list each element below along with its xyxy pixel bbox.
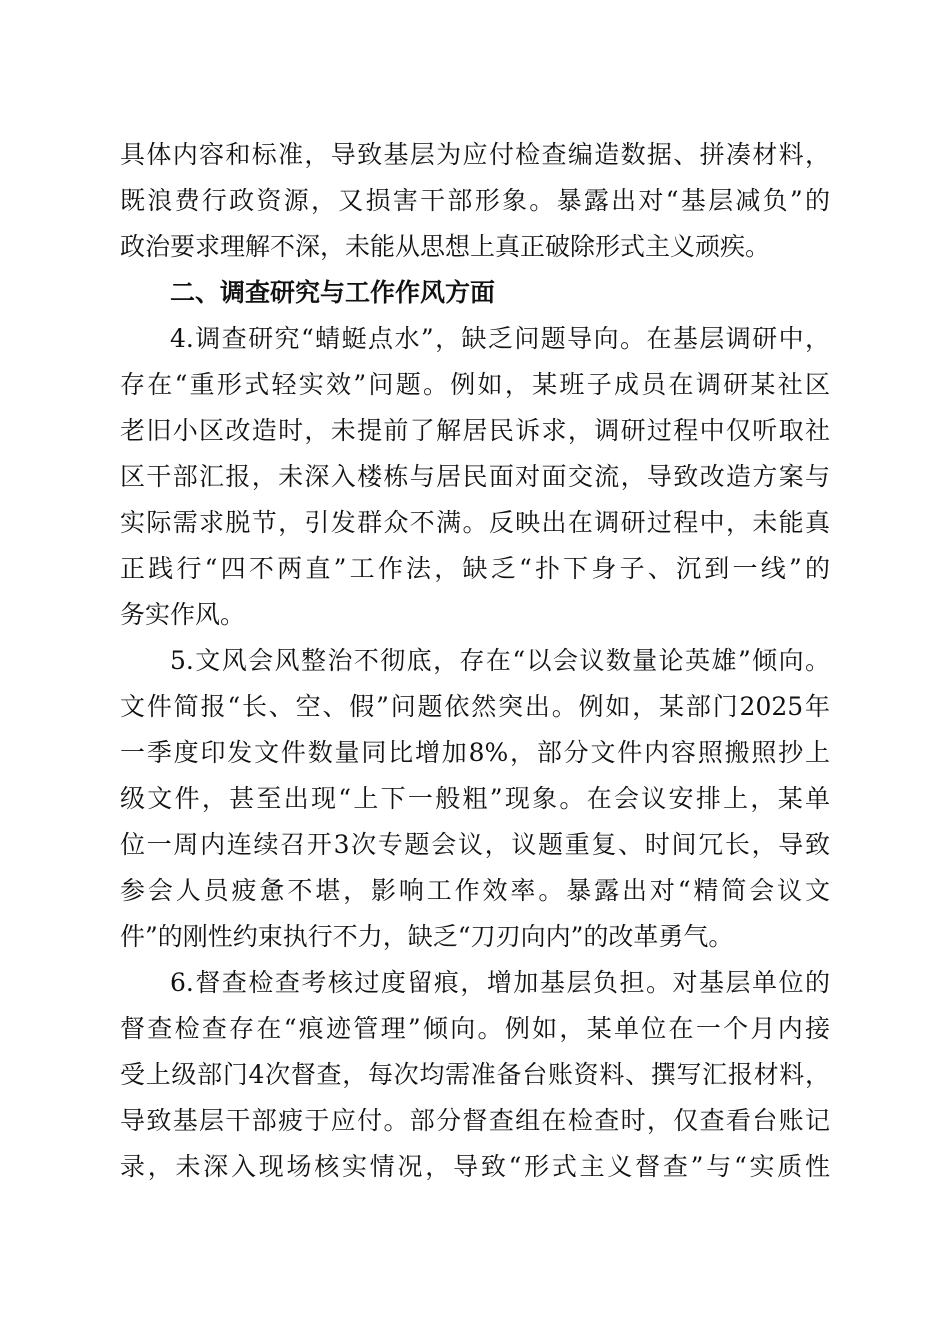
text-line: 正践行“四不两直”工作法，缺乏“扑下身子、沉到一线”的 <box>120 554 830 583</box>
text-line: 5.文风会风整治不彻底，存在“以会议数量论英雄”倾向。 <box>170 646 830 675</box>
text-line: 一季度印发文件数量同比增加8%，部分文件内容照搬照抄上 <box>120 738 830 767</box>
paragraph-5 <box>120 638 830 960</box>
text-line: 6.督查检查考核过度留痕，增加基层负担。对基层单位的 <box>170 968 830 997</box>
text-line: 位一周内连续召开3次专题会议，议题重复、时间冗长，导致 <box>120 830 830 859</box>
text-line: 既浪费行政资源，又损害干部形象。暴露出对“基层减负”的 <box>120 186 830 215</box>
text-line: 级文件，甚至出现“上下一般粗”现象。在会议安排上，某单 <box>120 784 830 813</box>
text-line: 4.调查研究“蜻蜓点水”，缺乏问题导向。在基层调研中， <box>170 324 830 353</box>
document-body <box>120 132 830 1190</box>
text-line: 督查检查存在“痕迹管理”倾向。例如，某单位在一个月内接 <box>120 1014 830 1043</box>
text-line: 务实作风。 <box>120 600 246 629</box>
text-line: 老旧小区改造时，未提前了解居民诉求，调研过程中仅听取社 <box>120 416 830 445</box>
text-line: 存在“重形式轻实效”问题。例如，某班子成员在调研某社区 <box>120 370 830 399</box>
text-line: 录，未深入现场核实情况，导致“形式主义督查”与“实质性 <box>120 1152 830 1181</box>
text-line: 政治要求理解不深，未能从思想上真正破除形式主义顽疾。 <box>120 232 771 261</box>
text-line: 受上级部门4次督查，每次均需准备台账资料、撰写汇报材料， <box>120 1060 830 1089</box>
text-line: 文件简报“长、空、假”问题依然突出。例如，某部门2025年 <box>120 692 830 721</box>
text-line: 参会人员疲惫不堪，影响工作效率。暴露出对“精简会议文 <box>120 876 830 905</box>
paragraph-4 <box>120 316 830 638</box>
text-line: 件”的刚性约束执行不力，缺乏“刀刃向内”的改革勇气。 <box>120 922 734 951</box>
paragraph-intro <box>120 132 830 270</box>
text-line: 实际需求脱节，引发群众不满。反映出在调研过程中，未能真 <box>120 508 830 537</box>
section-heading: 二、调查研究与工作作风方面 <box>170 278 496 307</box>
text-line: 导致基层干部疲于应付。部分督查组在检查时，仅查看台账记 <box>120 1106 830 1135</box>
text-line: 区干部汇报，未深入楼栋与居民面对面交流，导致改造方案与 <box>120 462 830 491</box>
text-line: 具体内容和标准，导致基层为应付检查编造数据、拼凑材料， <box>120 140 830 169</box>
paragraph-6 <box>120 960 830 1190</box>
